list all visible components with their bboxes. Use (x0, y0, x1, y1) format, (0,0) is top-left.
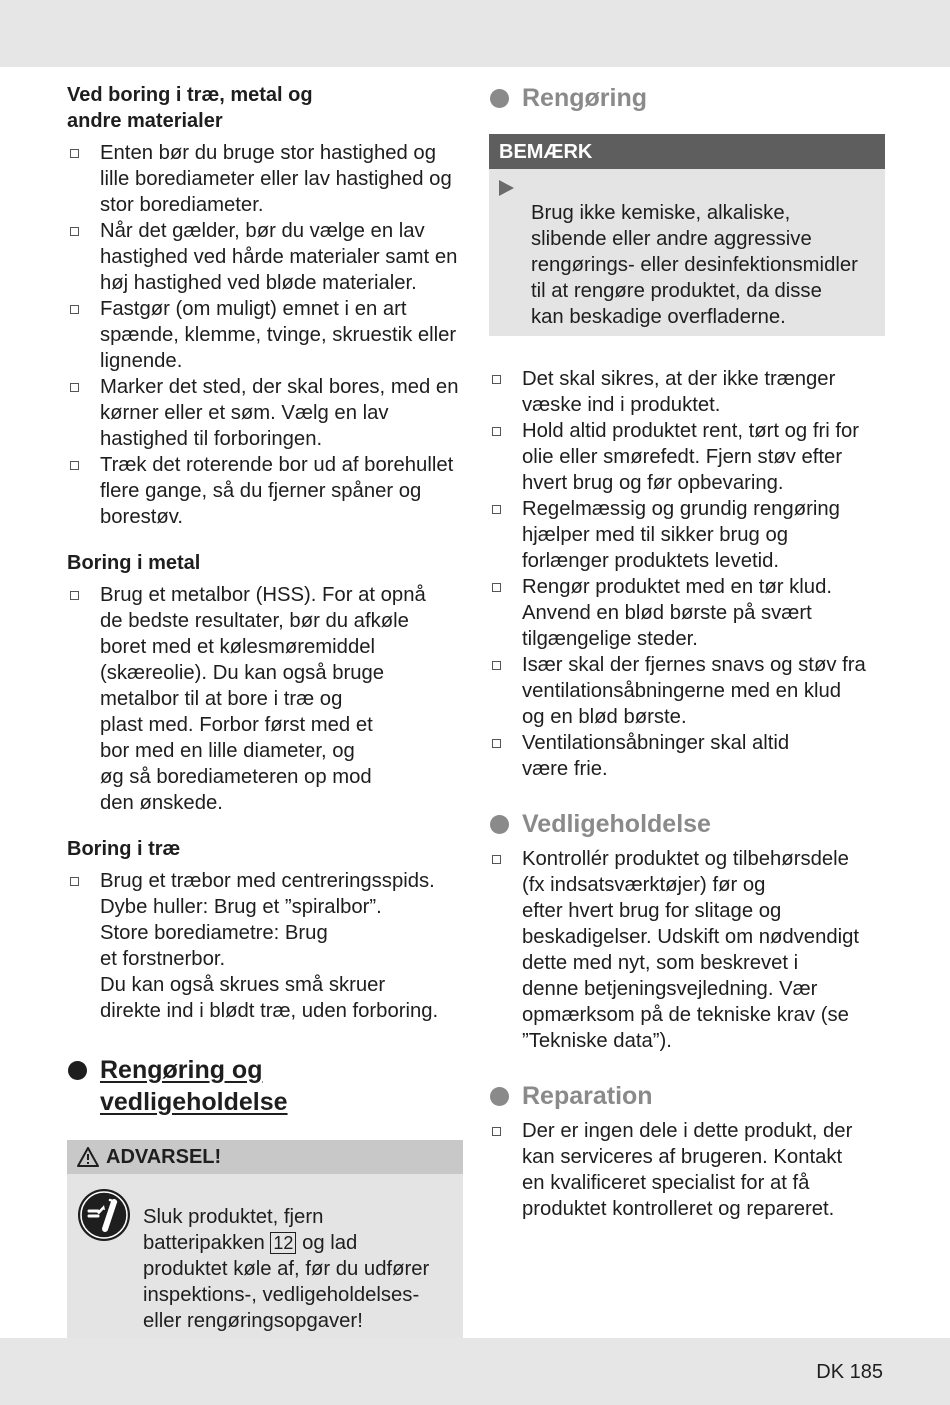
cleaning-heading-text: Rengøring (522, 84, 647, 112)
left-column (67, 82, 463, 1340)
note-header: BEMÆRK (489, 134, 885, 169)
list-item: Når det gælder, bør du vælge en lav hastighed ved hårde materialer samt en høj hastighed ved bløde materialer. (67, 218, 463, 296)
list-item: Enten bør du bruge stor hastighed og lille borediameter eller lav hastighed og stor borediameter. (67, 140, 463, 218)
header-band (0, 0, 950, 67)
list-item: Det skal sikres, at der ikke trænger væske ind i produktet. (489, 366, 885, 418)
repair-heading (489, 1080, 885, 1112)
warning-text-after: og lad produktet køle af, før du udfører inspektions-, vedligeholdelses- eller rengøringsopgaver! (143, 1232, 430, 1332)
list-item: Regelmæssig og grundig rengøring hjælper med til sikker brug og forlænger produktets levetid. (489, 496, 885, 574)
list-item: Brug et træbor med centreringsspids. Dybe huller: Brug et ”spiralbor”. Store borediametre: Brug et forstnerbor. Du kan også skrues små skruer direkte ind i blødt træ, uden forboring. (67, 868, 463, 1024)
list-item: Ventilationsåbninger skal altid være frie. (489, 730, 885, 782)
warning-triangle-icon (77, 1147, 99, 1167)
list-item: Træk det roterende bor ud af borehullet flere gange, så du fjerner spåner og borestøv. (67, 452, 463, 530)
warning-box (67, 1140, 463, 1340)
section-heading-wood: Boring i træ (67, 838, 181, 860)
cleaning-list (489, 366, 885, 782)
list-item: Kontrollér produktet og tilbehørsdele (fx indsatsværktøjer) før og efter hvert brug for slitage og beskadigelser. Udskift om nødvendigt dette med nyt, som beskrevet i denne betjeningsvejledning. Vær opmærksom på de tekniske krav (se ”Tekniske data”). (489, 846, 885, 1054)
section-heading-drilling-materials: Ved boring i træ, metal og andre materialer (67, 84, 313, 132)
wood-list (67, 868, 463, 1024)
repair-heading-text: Reparation (522, 1082, 653, 1110)
part-reference-number: 12 (270, 1232, 296, 1254)
right-column (489, 82, 885, 1222)
bullet-dot-icon (490, 89, 509, 108)
footer-band (0, 1338, 950, 1405)
note-text: Brug ikke kemiske, alkaliske, slibende eller andre aggressive rengørings- eller desinfektionsmidler til at rengøre produktet, da disse kan beskadige overfladerne. (531, 202, 858, 328)
metal-list (67, 582, 463, 816)
maintenance-list (489, 846, 885, 1054)
page-number: DK 185 (816, 1361, 883, 1383)
list-item: Hold altid produktet rent, tørt og fri for olie eller smørefedt. Fjern støv efter hvert brug og før opbevaring. (489, 418, 885, 496)
maintenance-heading-text: Vedligeholdelse (522, 810, 711, 838)
note-body (489, 169, 885, 336)
note-box (489, 134, 885, 336)
list-item: Brug et metalbor (HSS). For at opnå de bedste resultater, bør du afkøle boret med et kølesmøremiddel (skæreolie). Du kan også bruge metalbor til at bore i træ og plast med. Forbor først med et bor med en lille diameter, og øg så borediameteren op mod den ønskede. (67, 582, 463, 816)
bullet-dot-icon (490, 1087, 509, 1106)
bullet-dot-icon (490, 815, 509, 834)
warning-text-before: Sluk produktet, fjern batteripakken (143, 1206, 324, 1254)
list-item: Især skal der fjernes snavs og støv fra ventilationsåbningerne med en klud og en blød børste. (489, 652, 885, 730)
warning-header (67, 1140, 463, 1174)
drilling-materials-list (67, 140, 463, 530)
list-item: Marker det sted, der skal bores, med en kørner eller et søm. Vælg en lav hastighed til forboringen. (67, 374, 463, 452)
unplug-power-icon (77, 1188, 131, 1242)
list-item: Der er ingen dele i dette produkt, der kan serviceres af brugeren. Kontakt en kvalificeret specialist for at få produktet kontrolleret og repareret. (489, 1118, 885, 1222)
list-item: Fastgør (om muligt) emnet i en art spænde, klemme, tvinge, skruestik eller lignende. (67, 296, 463, 374)
section-heading-metal: Boring i metal (67, 552, 201, 574)
warning-title: ADVARSEL! (106, 1145, 222, 1168)
play-arrow-icon (499, 180, 514, 196)
maintenance-heading (489, 808, 885, 840)
main-section-heading (67, 1054, 463, 1118)
warning-text (67, 1174, 463, 1340)
repair-list (489, 1118, 885, 1222)
list-item: Rengør produktet med en tør klud. Anvend en blød børste på svært tilgængelige steder. (489, 574, 885, 652)
bullet-dot-icon (68, 1061, 87, 1080)
heading-line-2: vedligeholdelse (100, 1088, 288, 1116)
cleaning-heading (489, 82, 885, 114)
heading-line-1: Rengøring og (100, 1056, 263, 1084)
